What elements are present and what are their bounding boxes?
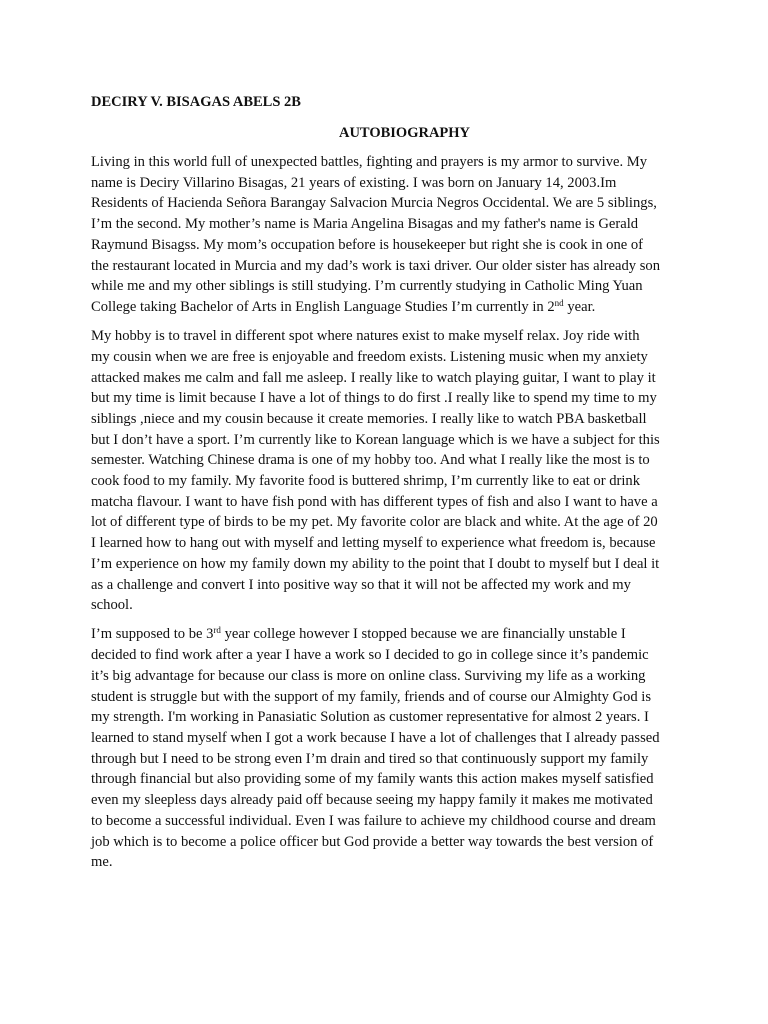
text-line: job which is to become a police officer but God provide a better way towards the best version of — [91, 833, 654, 850]
text-line: attacked makes me calm and fall me asleep. I really like to watch playing guitar, I want to play it — [91, 369, 656, 386]
text-line: while me and my other siblings is still studying. I’m currently studying in Catholic Ming Yuan — [91, 278, 643, 295]
text-fragment: year college however I stopped because we are financially unstable I — [220, 626, 626, 643]
text-line: my strength. I'm working in Panasiatic Solution as customer representative for almost 2 years. I — [91, 709, 649, 726]
text-fragment: I’m supposed to be 3 — [91, 626, 214, 643]
text-line: to become a successful individual. Even I was failure to achieve my childhood course and dream — [91, 812, 656, 829]
paragraph-3 — [91, 624, 706, 872]
text-line: but I don’t have a sport. I’m currently like to Korean language which is we have a subject for this — [91, 431, 660, 448]
text-line: learned to stand myself when I got a work because I have a lot of challenges that I already passed — [91, 729, 660, 746]
text-line: it’s big advantage for because our class is more on online class. Surviving my life as a working — [91, 667, 646, 684]
text-line: My hobby is to travel in different spot where natures exist to make myself relax. Joy ride with — [91, 328, 640, 345]
author-line: DECIRY V. BISAGAS ABELS 2B — [91, 94, 301, 110]
text-line: but my time is limit because I have a lot of things to do first .I really like to spend my time to my — [91, 390, 657, 407]
text-line: as a challenge and convert I into positive way so that it will not be affected my work and my — [91, 576, 631, 593]
text-line: cook food to my family. My favorite food is buttered shrimp, I’m currently like to eat or drink — [91, 473, 641, 490]
text-line: me. — [91, 854, 113, 871]
ordinal-suffix: rd — [213, 625, 221, 636]
text-line — [91, 297, 706, 318]
text-fragment: College taking Bachelor of Arts in English Language Studies I’m currently in 2 — [91, 298, 555, 315]
text-line: Living in this world full of unexpected battles, fighting and prayers is my armor to survive. My — [91, 154, 648, 170]
text-fragment: year. — [563, 298, 596, 315]
document-body — [91, 92, 706, 881]
text-line: decided to find work after a year I have a work so I decided to go in college since it’s pandemic — [91, 647, 649, 664]
text-line — [91, 624, 706, 645]
paragraph-2 — [91, 326, 706, 616]
text-line: I’m the second. My mother’s name is Maria Angelina Bisagas and my father's name is Gerald — [91, 216, 639, 233]
text-line: semester. Watching Chinese drama is one of my hobby too. And what I really like the most is to — [91, 452, 650, 469]
document-title: AUTOBIOGRAPHY — [338, 125, 471, 141]
text-line: siblings ,niece and my cousin because it create memories. I really like to watch PBA basketball — [91, 410, 647, 427]
text-line: even my sleepless days already paid off because seeing my happy family it makes me motivated — [91, 792, 653, 809]
text-line: student is struggle but with the support of my family, friends and of course our Almighty God is — [91, 688, 652, 705]
ordinal-suffix: nd — [554, 297, 564, 308]
text-line: I’m experience on how my family down my ability to the point that I doubt to myself but I deal it — [91, 555, 660, 572]
text-line: my cousin when we are free is enjoyable and freedom exists. Listening music when my anxiety — [91, 348, 648, 365]
text-line: name is Deciry Villarino Bisagas, 21 years of existing. I was born on January 14, 2003.Im — [91, 174, 617, 191]
text-line: through financial but also providing some of my family wants this action makes myself satisfied — [91, 771, 654, 788]
text-line: Residents of Hacienda Señora Barangay Salvacion Murcia Negros Occidental. We are 5 siblings, — [91, 195, 657, 212]
text-line: Raymund Bisagss. My mom’s occupation before is housekeeper but right she is cook in one of — [91, 236, 644, 253]
paragraph-1 — [91, 152, 706, 318]
text-line: matcha flavour. I want to have fish pond with has different types of fish and also I want to have a — [91, 493, 658, 510]
text-line: lot of different type of birds to be my pet. My favorite color are black and white. At the age of 20 — [91, 514, 658, 531]
text-line: I learned how to hang out with myself and letting myself to experience what freedom is, because — [91, 535, 656, 552]
text-line: school. — [91, 597, 133, 614]
text-line: through but I need to be strong even I’m drain and tired so that continuously support my family — [91, 750, 649, 767]
text-line: the restaurant located in Murcia and my dad’s work is taxi driver. Our older sister has already son — [91, 257, 660, 274]
